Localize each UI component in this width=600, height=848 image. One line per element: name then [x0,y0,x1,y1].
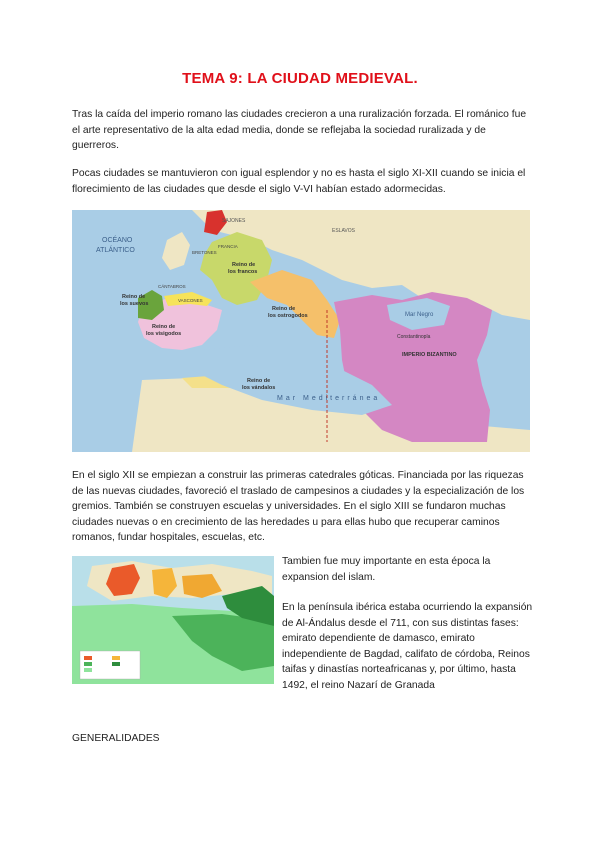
cities-paragraph: Pocas ciudades se mantuvieron con igual esplendor y no es hasta el siglo XI-XII cuando se inicia el florecimiento de las ciudades que desde el siglo V-VI habían estado adormecidas. [72,168,526,195]
eslavos-label: ESLAVOS [332,228,355,234]
mediterraneo-label: Mar Mediterránea [277,395,381,402]
visigodos-label-1: Reino de [152,324,176,330]
ocean-label-1: OCÉANO [102,237,133,244]
suevos-label-2: los suevos [120,301,149,307]
intro-paragraph: Tras la caída del imperio romano las ciudades crecieron a una ruralización forzada. El románico fue el arte representativo de la alta edad media, donde se reflejaba la sociedad ruralizada y de guerreros. [72,109,527,151]
sajones-label: SAJONES [222,218,246,224]
visigodos-label-2: los visigodos [146,331,182,337]
islam-paragraph: Tambien fue muy importante en esta época la expansion del islam. [282,556,491,583]
cantabros-label: CÁNTABROS [158,284,186,289]
bizantino-label: IMPERIO BIZANTINO [402,352,457,358]
section-heading-generalidades: GENERALIDADES [72,733,160,744]
al-andalus-paragraph: En la península ibérica estaba ocurriendo la expansión de Al-Ándalus desde el 711, con sus distintas fases: emirato dependiente de damasco, emirato independiente de Bagdad, califato de córdoba, Reinos taifas y dinastías norteafricanas y, por último, hasta 1492, el reino Nazarí de Granada [282,602,533,691]
bretones-label: BRETONES [192,250,217,255]
vandalos-label-1: Reino de [247,378,271,384]
ostrogodos-label-1: Reino de [272,306,296,312]
vandalos-label-2: los vándalos [242,385,276,391]
page-title: TEMA 9: LA CIUDAD MEDIEVAL. [182,70,418,87]
mar-negro-label: Mar Negro [405,312,434,318]
vascones-label: VASCONES [178,298,203,303]
ostrogodos-label-2: los ostrogodos [268,313,308,319]
constantinopla-label: Constantinopla [397,334,431,340]
map-islam-expansion [72,556,274,684]
francos-label-2: los francos [228,269,258,275]
ocean-label-2: ATLÁNTICO [96,247,135,254]
francia-label: FRANCIA [218,244,238,249]
suevos-label-1: Reino de [122,294,146,300]
francos-label-1: Reino de [232,262,256,268]
map-barbarian-kingdoms [72,210,530,452]
gothic-paragraph: En el siglo XII se empiezan a construir las primeras catedrales góticas. Financiada por las riquezas de las nuevas ciudades, favoreció el traslado de campesinos a ciudades y la especialización de los gremios. También se construyen escuelas y universidades. En el siglo XIII se fundaron muchas ciudades nuevas o en crecimiento de las heredades u para ellas hubo que recuperar caminos romanos, fundar hospitales, escuelas, etc. [72,470,525,543]
